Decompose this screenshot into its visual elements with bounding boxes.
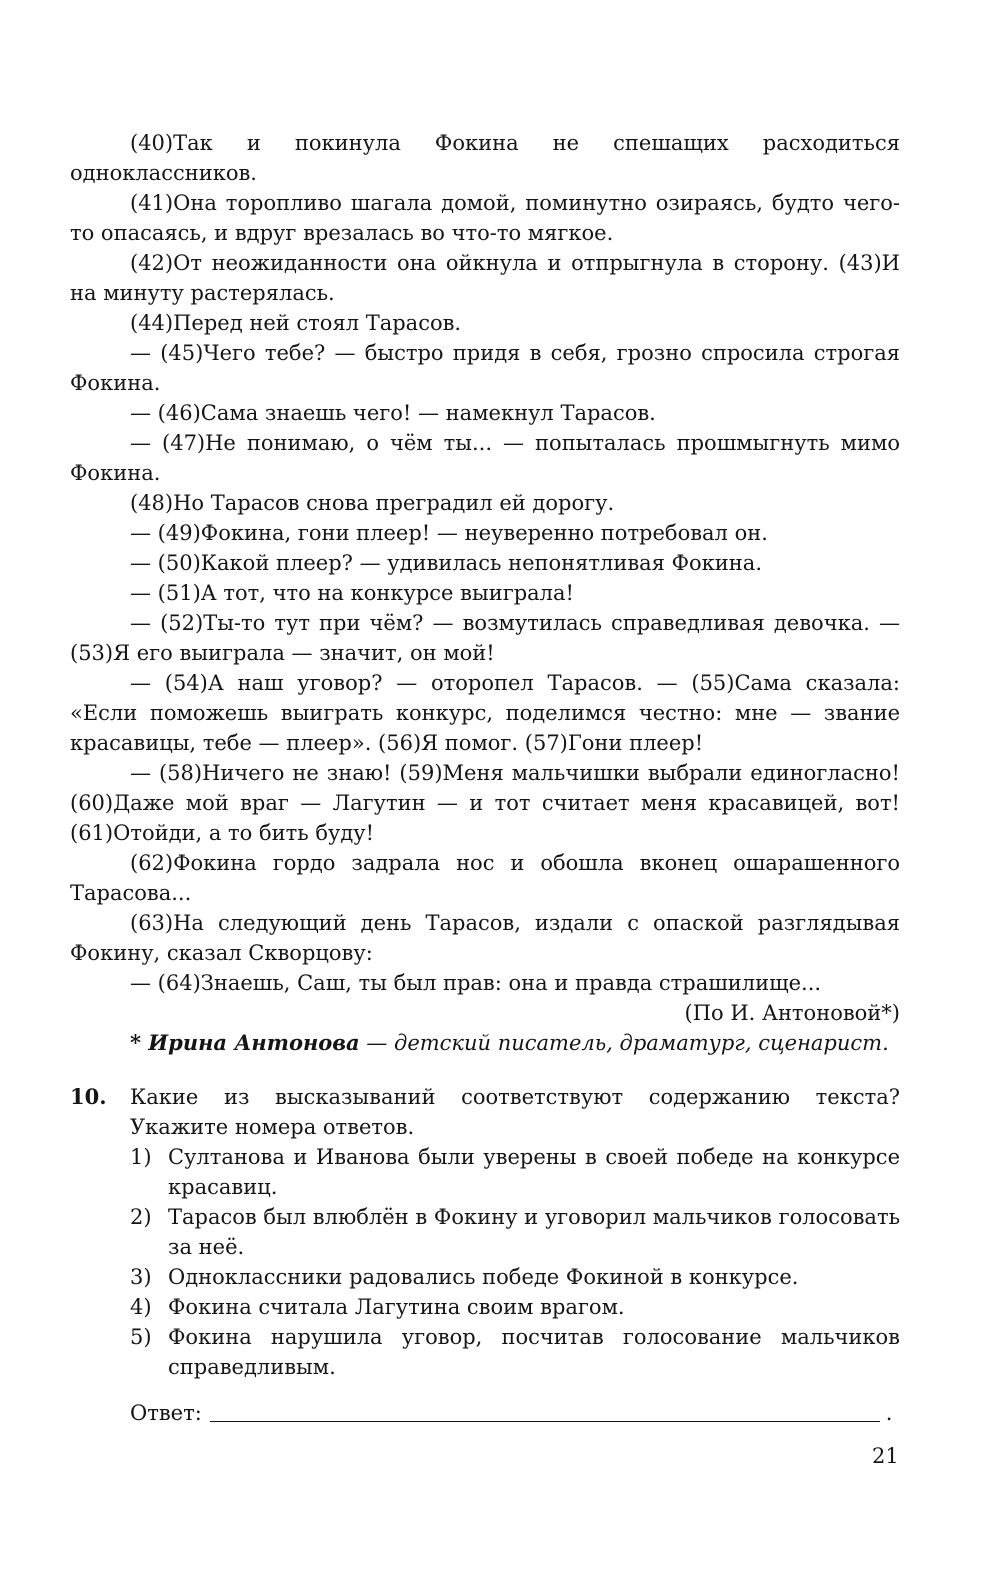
source-attribution: (По И. Антоновой*): [684, 1001, 900, 1025]
story-paragraph: (62)Фокина гордо задрала нос и обошла вконец ошарашенного Тарасова...: [70, 851, 900, 905]
answer-input-line[interactable]: [210, 1401, 880, 1422]
option-number: 5): [130, 1325, 152, 1349]
story-paragraph: — (58)Ничего не знаю! (59)Меня мальчишки выбрали единогласно! (60)Даже мой враг — Лагутин — и тот считает меня красавицей, вот! (61)Отойди, а то бить буду!: [70, 761, 900, 845]
option-text: Фокина считала Лагутина своим врагом.: [168, 1295, 625, 1319]
story-paragraph: (40)Так и покинула Фокина не спешащих расходиться одноклассников.: [70, 131, 900, 185]
page-number: 21: [872, 1444, 899, 1468]
story-paragraph: — (64)Знаешь, Саш, ты был прав: она и правда страшилище...: [130, 971, 822, 995]
story-paragraph: — (45)Чего тебе? — быстро придя в себя, грозно спросила строгая Фокина.: [70, 341, 900, 395]
footnote-description: — детский писатель, драматург, сценарист.: [359, 1031, 889, 1055]
option-number: 3): [130, 1265, 152, 1289]
task-question: Какие из высказываний соответствуют содержанию текста? Укажите номера ответов.: [130, 1085, 900, 1139]
option-text: Тарасов был влюблён в Фокину и уговорил мальчиков голосовать за неё.: [168, 1205, 900, 1259]
answer-option: [130, 1262, 900, 1292]
answer-option: [130, 1202, 900, 1262]
option-text: Одноклассники радовались победе Фокиной в конкурсе.: [168, 1265, 799, 1289]
story-paragraph: (41)Она торопливо шагала домой, поминутно озираясь, будто чего-то опасаясь, и вдруг врезалась во что-то мягкое.: [70, 191, 900, 245]
story-paragraph: — (50)Какой плеер? — удивилась непонятливая Фокина.: [130, 551, 762, 575]
story-paragraph: — (49)Фокина, гони плеер! — неуверенно потребовал он.: [130, 521, 768, 545]
story-text: [70, 128, 900, 998]
option-text: Султанова и Иванова были уверены в своей победе на конкурсе красавиц.: [168, 1145, 900, 1199]
story-paragraph: — (54)А наш уговор? — оторопел Тарасов. — (55)Сама сказала: «Если поможешь выиграть конкурс, поделимся честно: мне — звание красавицы, тебе — плеер». (56)Я помог. (57)Гони плеер!: [70, 671, 900, 755]
option-number: 4): [130, 1295, 152, 1319]
answer-row: [130, 1398, 900, 1428]
task-number: 10.: [70, 1084, 107, 1109]
author-footnote: [70, 1028, 900, 1058]
story-paragraph: — (52)Ты-то тут при чём? — возмутилась справедливая девочка. — (53)Я его выиграла — значит, он мой!: [70, 611, 900, 665]
footnote-author-name: * Ирина Антонова: [130, 1030, 360, 1055]
story-paragraph: — (51)А тот, что на конкурсе выиграла!: [130, 581, 574, 605]
answer-option: [130, 1142, 900, 1202]
answer-option: [130, 1292, 900, 1322]
story-paragraph: — (46)Сама знаешь чего! — намекнул Тарасов.: [130, 401, 656, 425]
story-paragraph: (63)На следующий день Тарасов, издали с опаской разглядывая Фокину, сказал Скворцову:: [70, 911, 900, 965]
answer-option: [130, 1322, 900, 1382]
story-paragraph: (48)Но Тарасов снова преградил ей дорогу.: [130, 491, 615, 515]
option-number: 2): [130, 1205, 152, 1229]
story-paragraph: (44)Перед ней стоял Тарасов.: [130, 311, 462, 335]
story-paragraph: (42)От неожиданности она ойкнула и отпрыгнула в сторону. (43)И на минуту растерялась.: [70, 251, 900, 305]
task-10: [70, 1082, 900, 1428]
answer-label: Ответ:: [130, 1401, 202, 1425]
page-content: [70, 128, 900, 1428]
answer-end-dot: .: [885, 1401, 893, 1425]
option-number: 1): [130, 1145, 152, 1169]
option-text: Фокина нарушила уговор, посчитав голосование мальчиков справедливым.: [168, 1325, 900, 1379]
answer-options: [130, 1142, 900, 1382]
story-paragraph: — (47)Не понимаю, о чём ты... — попыталась прошмыгнуть мимо Фокина.: [70, 431, 900, 485]
